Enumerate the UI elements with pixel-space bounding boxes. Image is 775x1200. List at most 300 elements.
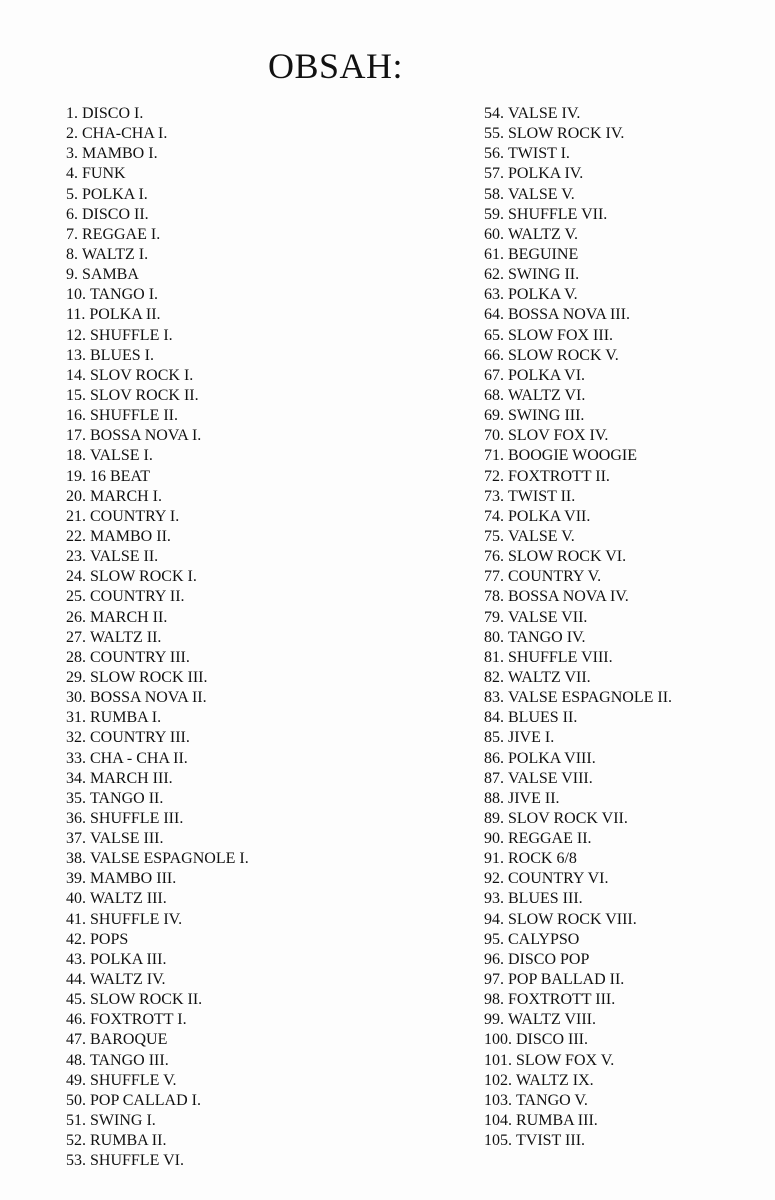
item-number: 95. [484,930,504,948]
item-label: SHUFFLE I. [90,326,173,344]
item-label: SWING III. [508,407,585,425]
item-number: 41. [66,910,86,928]
item-number: 48. [66,1051,86,1069]
item-number: 25. [66,588,86,606]
list-item [66,930,426,950]
item-number: 22. [66,527,86,545]
list-item [484,628,764,648]
item-number: 87. [484,769,504,787]
list-item [484,305,764,325]
item-number: 59. [484,205,504,223]
item-number: 36. [66,809,86,827]
item-number: 103. [484,1091,512,1109]
item-number: 29. [66,668,86,686]
list-item [484,668,764,688]
list-item [66,608,426,628]
item-label: WALTZ IV. [90,971,166,989]
item-label: DISCO II. [82,205,149,223]
list-item [66,970,426,990]
item-number: 64. [484,306,504,324]
item-label: VALSE I. [90,447,153,465]
list-item [484,225,764,245]
item-label: COUNTRY I. [90,507,180,525]
item-number: 81. [484,648,504,666]
list-item [66,104,426,124]
list-item [66,769,426,789]
item-number: 12. [66,326,86,344]
item-number: 3. [66,145,78,163]
item-number: 54. [484,105,504,122]
item-number: 6. [66,205,78,223]
item-label: MAMBO III. [90,870,177,888]
item-number: 38. [66,850,86,868]
item-label: SWING II. [508,266,580,284]
item-label: WALTZ III. [90,890,167,908]
list-item [66,708,426,728]
list-item [66,1091,426,1111]
list-item [66,487,426,507]
item-label: TVIST III. [516,1132,586,1150]
item-label: WALTZ IX. [516,1071,594,1089]
list-item [484,164,764,184]
list-item [66,889,426,909]
list-item [66,164,426,184]
item-label: VALSE ESPAGNOLE I. [90,850,249,868]
item-number: 18. [66,447,86,465]
item-number: 98. [484,991,504,1009]
item-number: 92. [484,870,504,888]
item-number: 51. [66,1112,86,1130]
list-item [484,104,764,124]
item-number: 53. [66,1152,86,1170]
item-label: FUNK [82,165,126,183]
item-number: 45. [66,991,86,1009]
item-label: SLOW FOX III. [508,326,614,344]
item-number: 39. [66,870,86,888]
item-number: 52. [66,1132,86,1150]
item-number: 1. [66,105,78,122]
list-item [484,809,764,829]
list-item [66,386,426,406]
list-item [66,406,426,426]
item-label: SHUFFLE VIII. [508,648,613,666]
item-number: 42. [66,930,86,948]
list-item [66,809,426,829]
item-number: 72. [484,467,504,485]
list-item [66,668,426,688]
item-number: 69. [484,407,504,425]
item-label: VALSE V. [508,185,575,203]
item-number: 46. [66,1011,86,1029]
item-label: SAMBA [82,266,139,284]
item-label: VALSE VII. [508,608,588,626]
item-label: SLOV ROCK II. [90,386,199,404]
list-item [66,144,426,164]
item-number: 49. [66,1071,86,1089]
item-label: SLOW ROCK IV. [508,125,625,143]
list-item [66,507,426,527]
item-number: 8. [66,245,78,263]
item-number: 99. [484,1011,504,1029]
list-item [66,1030,426,1050]
item-label: 16 BEAT [90,467,150,485]
item-label: RUMBA II. [90,1132,167,1150]
item-number: 17. [66,427,86,445]
item-label: CHA-CHA I. [82,125,168,143]
list-item [66,245,426,265]
list-item [66,547,426,567]
item-label: SHUFFLE VII. [508,205,608,223]
list-item [66,789,426,809]
list-item [66,648,426,668]
item-label: POP CALLAD I. [90,1091,201,1109]
item-label: JIVE I. [508,729,555,747]
list-item [484,688,764,708]
list-item [484,245,764,265]
list-item [484,124,764,144]
item-label: POLKA VI. [508,366,586,384]
list-item [484,446,764,466]
item-number: 61. [484,245,504,263]
item-number: 90. [484,830,504,848]
item-number: 19. [66,467,86,485]
item-number: 73. [484,487,504,505]
item-number: 94. [484,910,504,928]
list-item [66,1071,426,1091]
item-label: POLKA III. [90,950,167,968]
item-label: SLOV ROCK VII. [508,809,628,827]
list-item [66,1151,426,1171]
item-label: SLOW ROCK I. [90,568,197,586]
list-item [484,185,764,205]
list-item [66,587,426,607]
item-label: COUNTRY III. [90,729,190,747]
list-item [484,789,764,809]
item-label: FOXTROTT II. [508,467,610,485]
item-label: BOOGIE WOOGIE [508,447,638,465]
item-number: 33. [66,749,86,767]
contents-list-right [484,104,764,1151]
list-item [484,608,764,628]
item-number: 83. [484,689,504,707]
list-item [484,1131,764,1151]
list-item [484,728,764,748]
item-label: SLOV FOX IV. [508,427,609,445]
item-number: 9. [66,266,78,284]
item-number: 47. [66,1031,86,1049]
item-label: BOSSA NOVA II. [90,689,207,707]
item-label: VALSE IV. [508,105,581,122]
item-label: FOXTROTT III. [508,991,616,1009]
item-label: SHUFFLE V. [90,1071,177,1089]
list-item [66,1010,426,1030]
item-label: TWIST II. [508,487,576,505]
item-number: 65. [484,326,504,344]
list-item [484,1051,764,1071]
list-item [484,749,764,769]
item-number: 62. [484,266,504,284]
item-label: WALTZ II. [90,628,162,646]
item-number: 43. [66,950,86,968]
item-number: 31. [66,709,86,727]
list-item [66,869,426,889]
item-label: POP BALLAD II. [508,971,625,989]
item-label: TANGO I. [90,286,159,304]
item-number: 97. [484,971,504,989]
item-number: 50. [66,1091,86,1109]
item-label: DISCO I. [82,105,144,122]
item-number: 30. [66,689,86,707]
item-label: POPS [90,930,129,948]
list-item [484,366,764,386]
list-item [66,728,426,748]
list-item [484,326,764,346]
item-number: 2. [66,125,78,143]
item-label: COUNTRY III. [90,648,190,666]
list-item [484,426,764,446]
item-number: 56. [484,145,504,163]
item-label: WALTZ VII. [508,668,591,686]
item-number: 4. [66,165,78,183]
item-label: SHUFFLE VI. [90,1152,184,1170]
item-number: 26. [66,608,86,626]
list-item [66,467,426,487]
item-number: 24. [66,568,86,586]
item-number: 91. [484,850,504,868]
item-label: SLOW ROCK III. [90,668,208,686]
item-label: TANGO III. [90,1051,169,1069]
item-label: POLKA IV. [508,165,584,183]
item-label: POLKA II. [89,306,161,324]
item-label: SHUFFLE IV. [90,910,183,928]
page-title: OBSAH: [268,46,404,86]
item-number: 14. [66,366,86,384]
item-number: 100. [484,1031,512,1049]
item-number: 5. [66,185,78,203]
list-item [484,1071,764,1091]
item-number: 44. [66,971,86,989]
item-number: 60. [484,225,504,243]
item-label: FOXTROTT I. [90,1011,187,1029]
item-number: 21. [66,507,86,525]
item-label: SLOW FOX V. [516,1051,615,1069]
item-label: CHA - CHA II. [90,749,188,767]
list-item [484,1030,764,1050]
item-number: 104. [484,1112,512,1130]
list-item [66,285,426,305]
list-item [484,567,764,587]
list-item [484,910,764,930]
list-item [66,265,426,285]
list-item [484,1111,764,1131]
list-item [484,487,764,507]
list-item [484,889,764,909]
item-label: POLKA VIII. [508,749,596,767]
list-item [66,567,426,587]
list-item [66,829,426,849]
item-number: 93. [484,890,504,908]
item-label: SLOW ROCK VI. [508,548,627,566]
item-label: MAMBO II. [90,527,171,545]
contents-list-left [66,104,426,1171]
item-label: TANGO II. [90,789,164,807]
list-item [484,346,764,366]
item-label: TANGO IV. [508,628,586,646]
item-label: CALYPSO [508,930,580,948]
list-item [484,648,764,668]
item-label: VALSE V. [508,527,575,545]
item-label: ROCK 6/8 [508,850,577,868]
item-number: 34. [66,769,86,787]
item-number: 28. [66,648,86,666]
list-item [484,205,764,225]
item-label: WALTZ VI. [508,386,586,404]
item-label: TANGO V. [516,1091,588,1109]
list-item [484,829,764,849]
item-number: 96. [484,950,504,968]
list-item [66,426,426,446]
item-label: WALTZ V. [508,225,578,243]
list-item [484,587,764,607]
item-label: MARCH I. [90,487,163,505]
item-number: 63. [484,286,504,304]
item-number: 78. [484,588,504,606]
item-number: 70. [484,427,504,445]
list-item [66,225,426,245]
list-item [66,990,426,1010]
list-item [66,124,426,144]
item-label: BAROQUE [90,1031,168,1049]
item-label: COUNTRY V. [508,568,602,586]
item-number: 20. [66,487,86,505]
list-item [484,406,764,426]
item-label: REGGAE II. [508,830,592,848]
list-item [484,869,764,889]
list-item [66,326,426,346]
list-item [484,708,764,728]
item-label: COUNTRY VI. [508,870,609,888]
item-number: 77. [484,568,504,586]
item-number: 84. [484,709,504,727]
item-label: SLOW ROCK VIII. [508,910,637,928]
item-label: BOSSA NOVA I. [90,427,202,445]
list-item [484,386,764,406]
list-item [66,749,426,769]
item-number: 32. [66,729,86,747]
item-label: VALSE III. [90,830,164,848]
list-item [484,265,764,285]
list-item [66,1051,426,1071]
item-number: 82. [484,668,504,686]
item-number: 75. [484,527,504,545]
item-number: 10. [66,286,86,304]
item-number: 86. [484,749,504,767]
item-label: BLUES I. [90,346,154,364]
item-number: 13. [66,346,86,364]
item-number: 89. [484,809,504,827]
item-number: 88. [484,789,504,807]
item-label: WALTZ I. [82,245,149,263]
item-label: SLOW ROCK V. [508,346,619,364]
item-label: WALTZ VIII. [508,1011,596,1029]
item-number: 71. [484,447,504,465]
item-number: 101. [484,1051,512,1069]
item-label: BLUES II. [508,709,578,727]
list-item [66,446,426,466]
item-label: POLKA VII. [508,507,591,525]
item-label: DISCO III. [516,1031,588,1049]
item-label: MARCH III. [90,769,173,787]
item-label: VALSE VIII. [508,769,593,787]
item-label: POLKA V. [508,286,578,304]
item-number: 15. [66,386,86,404]
item-number: 57. [484,165,504,183]
item-label: POLKA I. [82,185,148,203]
item-label: VALSE ESPAGNOLE II. [508,689,673,707]
list-item [484,990,764,1010]
list-item [66,688,426,708]
item-label: DISCO POP [508,950,590,968]
list-item [66,1131,426,1151]
item-number: 16. [66,407,86,425]
item-label: TWIST I. [508,145,570,163]
list-item [484,930,764,950]
item-number: 55. [484,125,504,143]
list-item [66,346,426,366]
list-item [66,305,426,325]
list-item [66,950,426,970]
item-label: BEGUINE [508,245,579,263]
list-item [66,1111,426,1131]
item-label: RUMBA I. [90,709,162,727]
item-number: 11. [66,306,86,324]
item-number: 80. [484,628,504,646]
item-label: MARCH II. [90,608,168,626]
item-number: 67. [484,366,504,384]
item-number: 7. [66,225,78,243]
item-label: SWING I. [90,1112,156,1130]
item-label: REGGAE I. [82,225,161,243]
item-label: SHUFFLE III. [90,809,184,827]
list-item [66,366,426,386]
item-number: 40. [66,890,86,908]
item-number: 58. [484,185,504,203]
list-item [66,910,426,930]
item-number: 23. [66,548,86,566]
list-item [484,1010,764,1030]
list-item [484,527,764,547]
item-label: BOSSA NOVA IV. [508,588,629,606]
item-number: 105. [484,1132,512,1150]
item-number: 37. [66,830,86,848]
item-label: MAMBO I. [82,145,158,163]
item-number: 66. [484,346,504,364]
list-item [484,970,764,990]
list-item [66,849,426,869]
item-number: 79. [484,608,504,626]
item-number: 102. [484,1071,512,1089]
item-label: SHUFFLE II. [90,407,179,425]
list-item [484,507,764,527]
item-number: 68. [484,386,504,404]
item-label: JIVE II. [508,789,560,807]
item-label: BLUES III. [508,890,583,908]
list-item [484,144,764,164]
item-label: SLOV ROCK I. [90,366,194,384]
item-label: RUMBA III. [516,1112,598,1130]
list-item [66,185,426,205]
item-label: BOSSA NOVA III. [508,306,630,324]
